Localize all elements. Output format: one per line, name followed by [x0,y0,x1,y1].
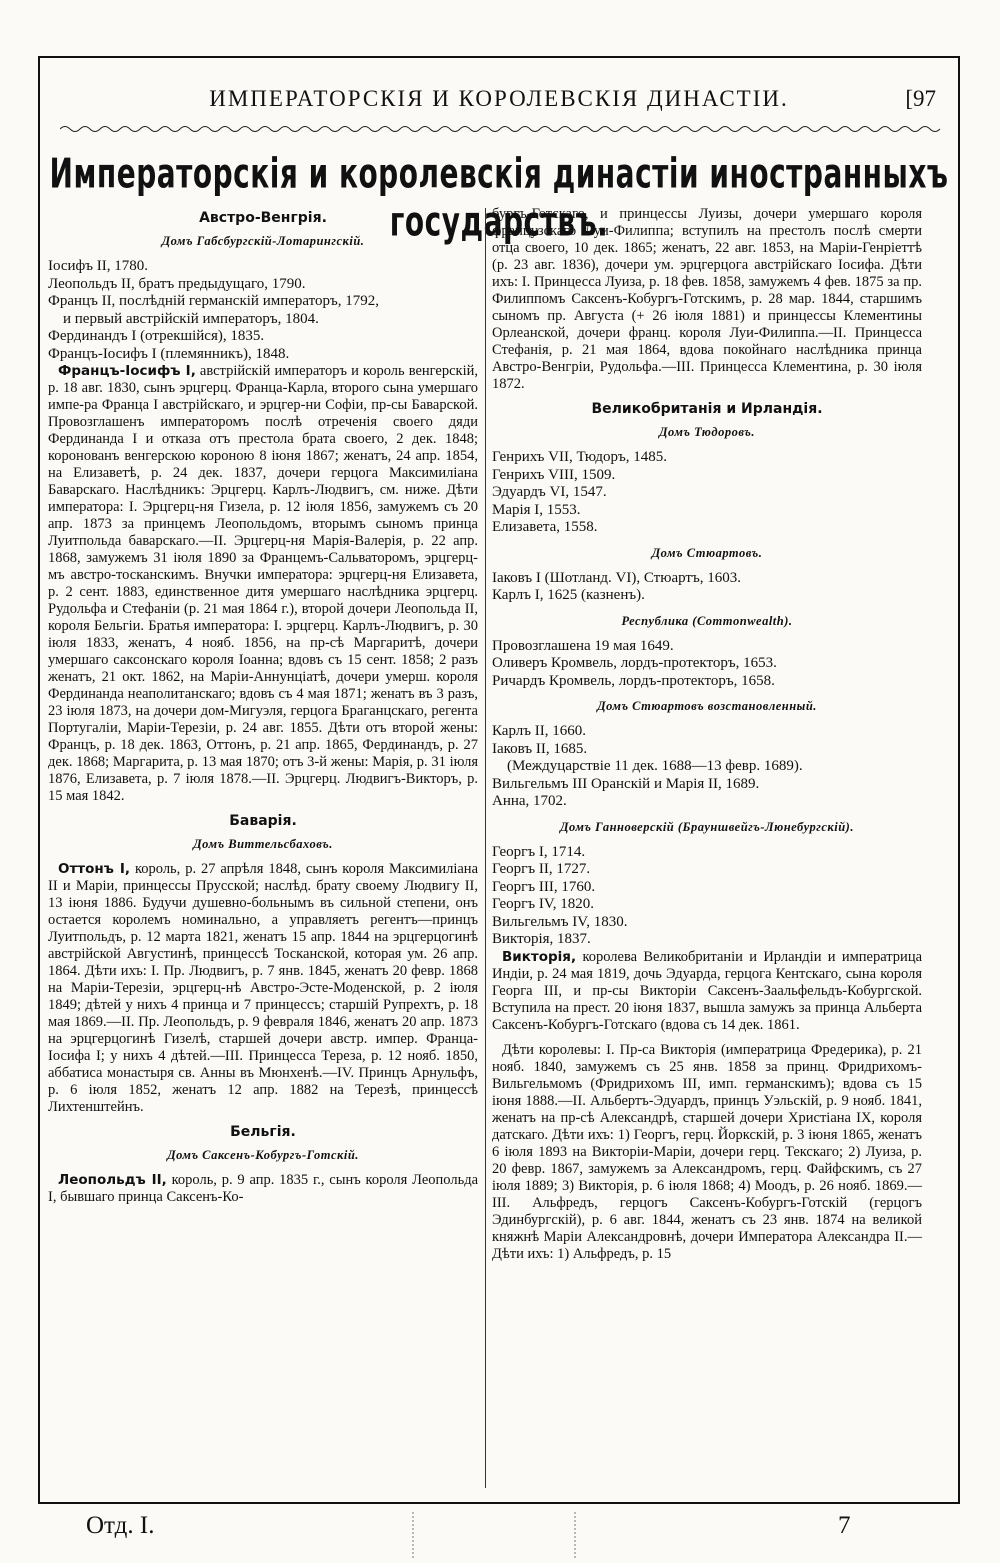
bio-franz-joseph [48,363,478,805]
bio-victoria [492,949,922,1034]
section-title-bavaria: Баварія. [229,813,297,829]
section-title-britain: Великобританія и Ирландія. [591,401,823,417]
ruler-line: Генрихъ VIII, 1509. [492,466,616,483]
bio-text: австрійскій императоръ и король венгерскій, р. 18 авг. 1830, сынъ эрцгерц. Франца-Карла, второго сына умершаго импе-ра Франца I австрійскаго, и эрцгер-ни Софіи, пр-сы Баварской. Провозглашенъ императоромъ послѣ отреченія своего дяди Фердинанда I и отказа отъ престола брата своего, 2 дек. 1848; коронованъ венгерскою короною 8 іюня 1867; женатъ, 24 апр. 1854, на Елизаветѣ, р. 24 дек. 1837, дочери герцога Максимиліана Баварскаго. Наслѣдникъ: Эрцгерц. Карлъ-Людвигъ, см. ниже. Дѣти императора: I. Эрцгерц-ня Гизела, р. 12 іюля 1856, замужемъ съ 20 апр. 1873 за принцемъ Леопольдомъ, вторымъ сыномъ принца Луитпольда баварскаго.—II. Эрцгерц-ня Марія-Валерія, р. 22 апр. 1868, замужемъ 31 іюля 1890 за Францемъ-Сальваторомъ, эрцгерц-мъ австро-тосканскимъ. Внучки императора: эрцгерц-ня Елизавета, р. 2 сент. 1883, единственное дитя умершаго наслѣдника эрцгерц. Рудольфа и Стефаніи (р. 21 мая 1864 г.), второй дочери Леопольда II, короля Бельгіи. Братья императора: I. эрцгерц. Карлъ-Людвигъ, р. 30 іюля 1833, женатъ, 4 нояб. 1856, на пр-сѣ Маргаритѣ, дочери умершаго саксонскаго короля Іоанна; вдовъ съ 15 сент. 1858; 2 разъ женатъ, 21 окт. 1862, на Маріи-Аннунціатѣ, дочери умерш. короля Фердинанда неаполитанскаго; вдовъ съ 4 мая 1871; женатъ въ 3 разъ, 23 іюля 1873, на дочери дом-Мигуэля, герцога Браганцскаго, регента Португаліи, Маріи-Терезіи, р. 24 авг. 1855. Дѣти отъ второй жены: Францъ, р. 18 дек. 1863, Оттонъ, р. 21 апр. 1865, Фердинандъ, р. 27 дек. 1868; Маргарита, р. 13 мая 1870; отъ 3-й жены: Марія, р. 31 іюля 1876, Елизавета, р. 7 іюля 1878.—II. Эрцгерц. Людвигъ-Викторъ, р. 15 мая 1842. [48,363,478,804]
bio-name: Леопольдъ II, [58,1172,167,1188]
section-title-belgium: Бельгія. [230,1124,296,1140]
ruler-line: Георгъ III, 1760. [492,878,596,895]
ruler-line: Георгъ II, 1727. [492,861,591,877]
page-frame [38,56,960,1504]
ruler-line: Іаковъ II, 1685. [492,740,588,757]
ruler-line: Эдуардъ VI, 1547. [492,484,607,500]
house-republic: Республика (Commonwealth). [621,613,793,628]
house-stuart-restored: Домъ Стюартовъ возстановленный. [597,699,817,713]
ruler-line: Георгъ I, 1714. [492,843,586,860]
ruler-line: Вильгельмъ III Оранскій и Марія II, 1689. [492,775,760,792]
ruler-line: (Междуцарствіе 11 дек. 1688—13 февр. 1689). [492,758,803,774]
ruler-line: Карлъ II, 1660. [492,723,586,739]
column-divider [485,208,486,1488]
bio-text: король, р. 27 апрѣля 1848, сынъ короля Максимиліана II и Маріи, принцессы Прусской; наслѣд. брату своему Людвигу II, 13 іюня 1886. Будучи душевно-больнымъ въ сильной степени, онъ остается королемъ номинально, а управляетъ регентъ—принцъ Луитпольдъ, р. 12 марта 1821, женатъ 15 апр. 1844 на эрцгерцогинѣ австрійской Августинѣ, принцессѣ Тосканской, которая ум. 26 апр. 1864. Дѣти ихъ: I. Пр. Людвигъ, р. 7 янв. 1845, женатъ 20 февр. 1868 на Маріи-Терезіи, эрцгерц-нѣ Австро-Эсте-Моденской, р. 2 іюля 1849; дѣтей у нихъ 4 принца и 7 принцессъ; старшій Рупрехтъ, р. 18 мая 1869.—II. Пр. Леопольдъ, р. 9 февраля 1846, женатъ 20 апр. 1873 на эрцгерцогинѣ Гизелѣ, старшей дочери австр. импер. Франца-Іосифа I; у нихъ 4 дѣтей.—III. Принцесса Тереза, р. 12 нояб. 1850, аббатиса монастыря св. Анны въ Мюнхенѣ.—IV. Принцъ Арнульфъ, р. 6 іюля 1852, женатъ 12 апр. 1882 на Терезѣ, принцессѣ Лихтенштейнъ. [48,861,479,1115]
section-title-austria: Австро-Венгрія. [199,210,327,226]
bio-name: Оттонъ I, [58,861,131,877]
ruler-line: Вильгельмъ IV, 1830. [492,913,628,930]
main-title: Императорскія и королевскія династіи иностранныхъ государствъ. [49,150,949,246]
ruler-line: Анна, 1702. [492,793,567,809]
ruler-line: Провозглашена 19 мая 1649. [492,637,674,654]
ruler-line: Францъ II, послѣдній германскій императоръ, 1792, [48,293,380,309]
ruler-line: Іаковъ I (Шотланд. VI), Стюартъ, 1603. [492,569,741,586]
house-hanover: Домъ Ганноверскій (Брауншвейгъ-Люнебургскій). [560,819,854,834]
bio-victoria-children: Дѣти королевы: I. Пр-са Викторія (императрица Фредерика), р. 21 нояб. 1840, замужемъ съ 25 янв. 1858 за принц. Фридрихомъ-Вильгельмомъ (Фридрихомъ III, имп. германскимъ); вдова съ 15 іюня 1888.—II. Альбертъ-Эдуардъ, принцъ Уэльскій, р. 9 нояб. 1841, женатъ на пр-сѣ Александрѣ, старшей дочери Христіана IX, короля датскаго. Дѣти ихъ: 1) Георгъ, герц. Йоркскій, р. 3 іюня 1865, женатъ 6 іюля 1893 на Викторіи-Маріи, дочери герц. Текскаго; 2) Луиза, р. 20 февр. 1867, замужемъ за Александромъ, герц. Файфскимъ, съ 27 іюля 1889; 3) Викторія, р. 6 іюля 1868; 4) Моодъ, р. 26 нояб. 1869.—III. Альфредъ, герцогъ Саксенъ-Кобургъ-Готскій (герцогъ Эдинбургскій), р. 6 авг. 1844, женатъ съ 23 янв. 1874 на великой княжнѣ Маріи Александровнѣ, дочери Императора Александра II.—Дѣти ихъ: 1) Альфредъ, р. 15 [492,1041,922,1262]
bio-otto [48,861,478,1116]
footer-section: Отд. I. [86,1512,155,1539]
ruler-line: Викторія, 1837. [492,931,591,947]
house-habsburg: Домъ Габсбургскій-Лотарингскій. [161,234,365,248]
bio-name: Францъ-Іосифъ I, [58,363,196,379]
library-stamp [412,1512,576,1558]
ruler-line: Марія I, 1553. [492,501,581,518]
ruler-line: Ричардъ Кромвель, лордъ-протекторъ, 1658. [492,672,775,689]
bio-text: королева Великобританіи и Ирландіи и императрица Индіи, р. 24 мая 1819, дочь Эдуарда, герцога Кентскаго, сына короля Георга III, и пр-сы Викторіи Саксенъ-Заальфельдъ-Кобургской. Вступила на прест. 20 іюня 1837, вышла замужъ за принца Альберта Саксенъ-Кобургъ-Готскаго (вдова съ 14 дек. 1861. [492,948,923,1033]
ruler-line: Леопольдъ II, братъ предыдущаго, 1790. [48,275,306,292]
house-stuart: Домъ Стюартовъ. [651,545,763,560]
footer-signature: 7 [838,1512,851,1539]
bio-leopold-continued: бургъ-Готскаго, и принцессы Луизы, дочери умершаго короля французскаго Луи-Филиппа; вступилъ на престолъ послѣ смерти отца своего, 10 дек. 1865; женатъ, 22 авг. 1853, на Маріи-Генріеттѣ (р. 23 авг. 1836), дочери ум. эрцгерцога австрійскаго Іосифа. Дѣти ихъ: I. Принцесса Луиза, р. 18 фев. 1858, замужемъ 4 фев. 1875 за пр. Филиппомъ Саксенъ-Кобургъ-Готскимъ, р. 28 мар. 1844, старшимъ сыномъ пр. Августа (+ 26 іюля 1881) и принцессы Клементины Орлеанской, дочери франц. короля Луи-Филиппа.—II. Принцесса Стефанія, р. 21 мая 1864, вдова покойнаго наслѣдника принца Австро-Венгріи, Рудольфа.—III. Принцесса Клементина, р. 30 іюля 1872. [492,206,922,392]
ruler-line: Фердинандъ I (отрекшійся), 1835. [48,328,265,344]
bio-text: король, р. 9 апр. 1835 г., сынъ короля Леопольда I, бывшаго принца Саксенъ-Ко- [48,1172,479,1205]
ruler-line: Георгъ IV, 1820. [492,896,594,912]
page-number: [97 [905,86,936,111]
right-column [492,206,922,1271]
bio-name: Викторія, [502,948,577,965]
bio-leopold [48,1172,478,1206]
house-tudor: Домъ Тюдоровъ. [659,425,755,439]
ruler-line: Іосифъ II, 1780. [48,258,149,274]
ruler-line: Оливеръ Кромвель, лордъ-протекторъ, 1653. [492,655,777,671]
wavy-rule [60,124,942,134]
ruler-line: Елизавета, 1558. [492,519,598,535]
ruler-line: и первый австрійскій императоръ, 1804. [48,310,319,327]
left-column [48,206,478,1214]
house-wittelsbach: Домъ Виттельсбаховъ. [193,837,333,851]
ruler-line: Францъ-Іосифъ I (племянникъ), 1848. [48,345,290,362]
running-title: ИМПЕРАТОРСКІЯ И КОРОЛЕВСКІЯ ДИНАСТІИ. [209,86,789,111]
house-saxe-coburg: Домъ Саксенъ-Кобургъ-Готскій. [167,1148,359,1162]
ruler-line: Генрихъ VII, Тюдоръ, 1485. [492,449,667,465]
ruler-line: Карлъ I, 1625 (казненъ). [492,587,645,603]
